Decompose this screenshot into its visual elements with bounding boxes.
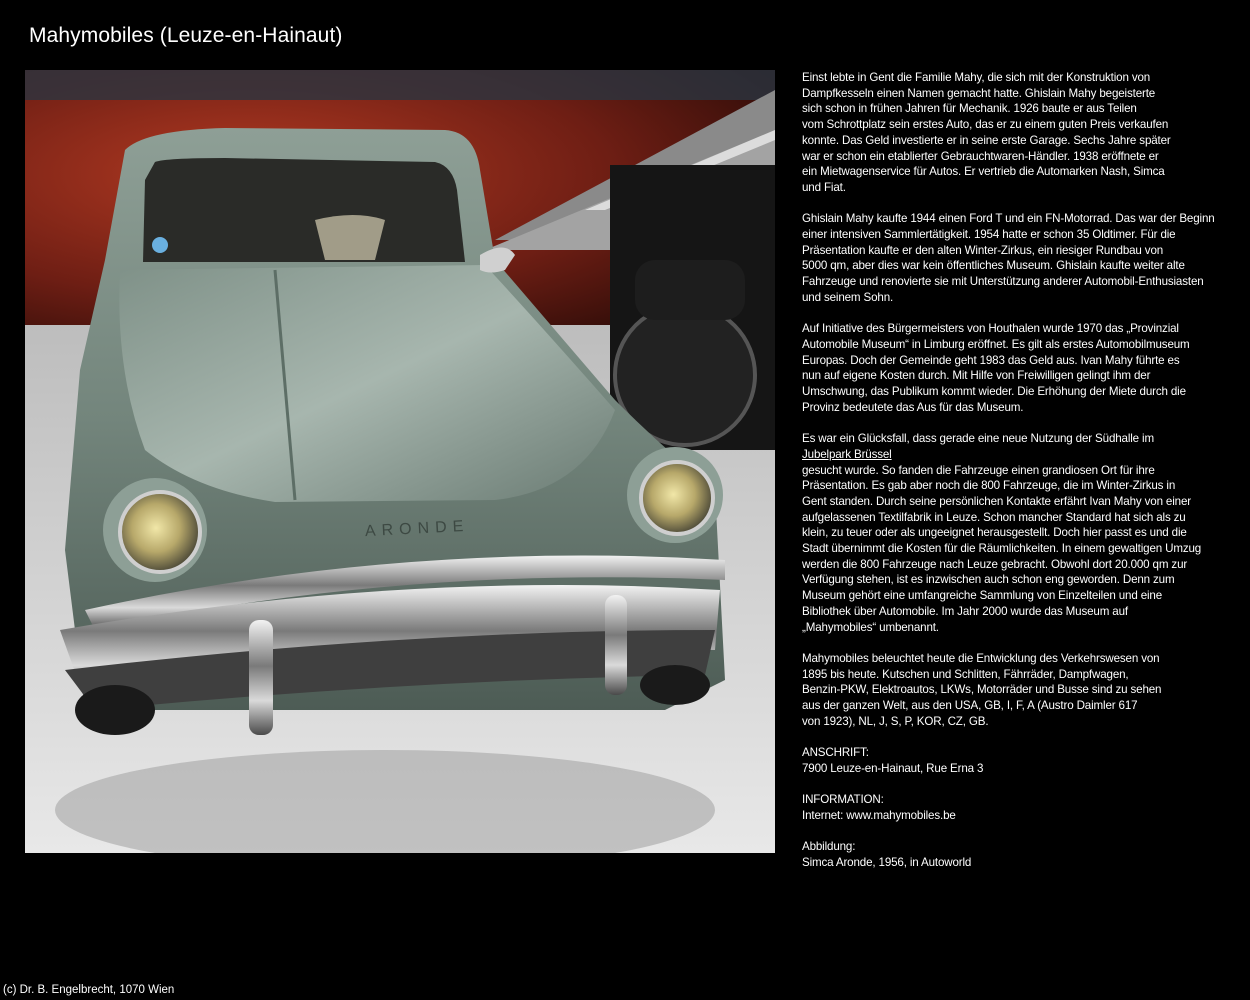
caption-label: Abbildung: bbox=[802, 840, 856, 854]
page-title: Mahymobiles (Leuze-en-Hainaut) bbox=[29, 24, 343, 47]
address-value: 7900 Leuze-en-Hainaut, Rue Erna 3 bbox=[802, 761, 984, 775]
jubelpark-link[interactable]: Jubelpark Brüssel bbox=[802, 447, 892, 461]
caption-value: Simca Aronde, 1956, in Autoworld bbox=[802, 856, 972, 870]
paragraph-relocation-body: gesucht wurde. So fanden die Fahrzeuge einen grandiosen Ort für ihre Präsentation. Es gab aber noch die 800 Fahrzeuge, die im Winter-Zirkus in Gent standen. Durch seine persönlichen Kontakte erfährt Ivan Mahy von einer aufgelassenen Textilfabrik in Leuze. Schon mancher Standard hat sich als zu klein, zu teuer oder als ungeeignet herausgestellt. Doch hier passt es und die Stadt übernimmt die Kosten für die Räumlichkeiten. In einem gewaltigen Umzug werden die 800 Fahrzeuge nach Leuze gebracht. Obwohl dort 20.000 qm zur Verfügung stehen, ist es inzwischen auch schon eng geworden. Denn zum Museum gehört eine umfangreiche Sammlung von Einzelteilen und eine Bibliothek über Automobile. Im Jahr 2000 wurde das Museum auf „Mahymobiles“ umbenannt. bbox=[802, 463, 1202, 634]
paragraph-collection: Ghislain Mahy kaufte 1944 einen Ford T und ein FN-Motorrad. Das war der Beginn einer intensiven Sammlertätigkeit. 1954 hatte er schon 35 Oldtimer. Für die Präsentation kaufte er den alten Winter-Zirkus, ein riesiger Rundbau von 5000 qm, aber dies war kein öffentliches Museum. Ghislain kaufte weiter alte Fahrzeuge und renovierte sie mit Unterstützung anderer Automobil-Enthusiasten und seinem Sohn. bbox=[802, 212, 1215, 304]
address-label: ANSCHRIFT: bbox=[802, 746, 869, 760]
address-block bbox=[802, 745, 1246, 776]
information-block bbox=[802, 792, 1246, 823]
paragraph-relocation bbox=[802, 431, 1246, 635]
caption-block bbox=[802, 839, 1246, 870]
information-value: Internet: www.mahymobiles.be bbox=[802, 808, 956, 822]
car-badge: ARONDE bbox=[364, 517, 470, 541]
car-photo bbox=[25, 70, 775, 853]
paragraph-museum-houthalen: Auf Initiative des Bürgermeisters von Houthalen wurde 1970 das „Provinzial Automobile Museum“ in Limburg eröffnet. Es gilt als erstes Automobilmuseum Europas. Doch der Gemeinde geht 1983 das Geld aus. Ivan Mahy führte es nun auf eigene Kosten durch. Mit Hilfe von Freiwilligen gelingt ihm der Umschwung, das Publikum kommt wieder. Die Erhöhung der Miete durch die Provinz bedeutete das Aus für das Museum. bbox=[802, 322, 1190, 414]
paragraph-exhibits: Mahymobiles beleuchtet heute die Entwicklung des Verkehrswesen von 1895 bis heute. Kutschen und Schlitten, Fährräder, Dampfwagen, Benzin-PKW, Elektroautos, LKWs, Motorräder und Busse sind zu sehen aus der ganzen Welt, aus den USA, GB, I, F, A (Austro Daimler 617 von 1923), NL, J, S, P, KOR, CZ, GB. bbox=[802, 651, 1162, 728]
paragraph-relocation-intro: Es war ein Glücksfall, dass gerade eine neue Nutzung der Südhalle im bbox=[802, 432, 1154, 446]
paragraph-history: Einst lebte in Gent die Familie Mahy, die sich mit der Konstruktion von Dampfkesseln einen Namen gemacht hatte. Ghislain Mahy begeisterte sich schon in frühen Jahren für Mechanik. 1926 baute er aus Teilen vom Schrottplatz sein erstes Auto, das er zu einem guten Preis verkaufen konnte. Das Geld investierte er in seine erste Garage. Sechs Jahre später war er schon ein etablierter Gebrauchtwaren-Händler. 1938 eröffnete er ein Mietwagenservice für Autos. Er vertrieb die Automarken Nash, Simca und Fiat. bbox=[802, 71, 1171, 194]
copyright-footer: (c) Dr. B. Engelbrecht, 1070 Wien bbox=[3, 984, 175, 996]
information-label: INFORMATION: bbox=[802, 793, 884, 807]
article-text bbox=[802, 70, 1246, 886]
